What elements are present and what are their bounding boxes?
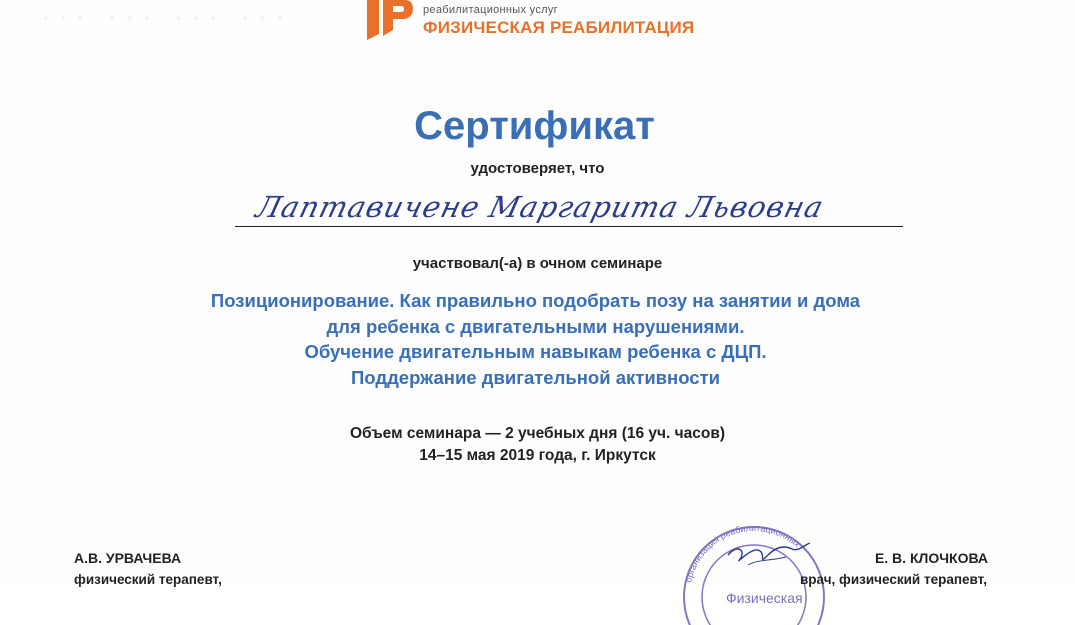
signatory-right bbox=[800, 550, 988, 587]
seminar-volume: Объем семинара — 2 учебных дня (16 уч. часов) bbox=[349, 425, 726, 442]
seminar-dates: 14–15 мая 2019 года, г. Иркутск bbox=[419, 447, 656, 464]
signatory-right-role: врач, физический терапевт, bbox=[800, 572, 987, 587]
logo-name: ФИЗИЧЕСКАЯ РЕАБИЛИТАЦИЯ bbox=[423, 18, 695, 37]
svg-text:Физическая: Физическая bbox=[726, 590, 803, 606]
logo-subtitle: реабилитационных услуг bbox=[423, 4, 558, 16]
certificate-title: Сертификат bbox=[414, 104, 655, 148]
signatory-left-name: А.В. УРВАЧЕВА bbox=[74, 550, 182, 566]
topic-line: Обучение двигательным навыкам ребенка с ДЦП. bbox=[304, 341, 767, 362]
name-underline bbox=[235, 226, 903, 227]
background-watermark: ··· ··· ··· ··· bbox=[40, 0, 292, 37]
topic-line: Позиционирование. Как правильно подобрать позу на занятии и дома bbox=[210, 290, 861, 311]
participation-text: участвовал(-а) в очном семинаре bbox=[412, 255, 663, 272]
topic-line: Поддержание двигательной активности bbox=[350, 366, 721, 388]
logo-emblem-icon bbox=[365, 0, 413, 40]
seminar-topic bbox=[0, 288, 1075, 390]
signatory-left bbox=[74, 550, 222, 587]
signatory-right-name: Е. В. КЛОЧКОВА bbox=[874, 550, 988, 566]
recipient-name: Лаптавичене Маргарита Львовна bbox=[252, 190, 828, 224]
signatory-left-role: физический терапевт, bbox=[74, 572, 222, 587]
certifies-text: удостоверяет, что bbox=[470, 160, 605, 177]
svg-text:организация реабилитационных: организация реабилитационных bbox=[683, 522, 803, 584]
organization-logo bbox=[365, 0, 725, 42]
topic-line: для ребенка с двигательными нарушениями. bbox=[326, 315, 745, 337]
